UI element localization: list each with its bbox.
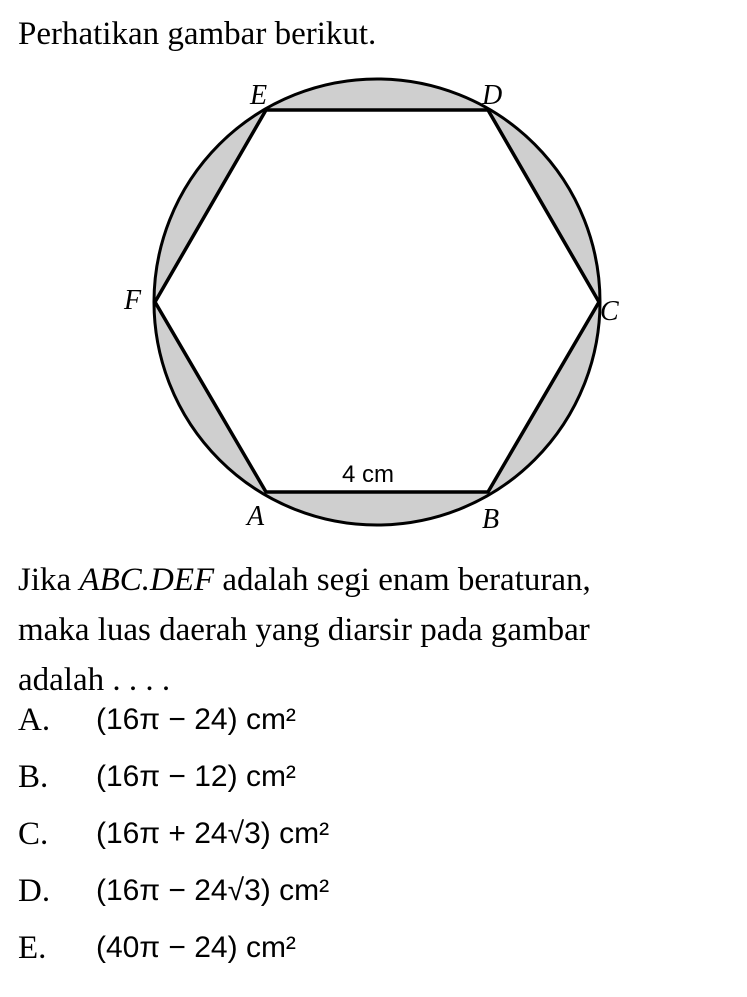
choice-letter: D. <box>18 873 51 909</box>
word: daerah <box>159 612 248 648</box>
word: adalah <box>222 562 309 598</box>
choice-e[interactable] <box>18 928 734 985</box>
choice-letter: E. <box>18 930 47 966</box>
side-length-label: 4 cm <box>342 461 395 488</box>
choice-a[interactable] <box>18 700 734 757</box>
word: yang <box>255 612 320 648</box>
answer-choices <box>18 700 734 985</box>
word: maka <box>18 612 90 648</box>
vertex-label-c: C <box>600 296 619 327</box>
vertex-label-e: E <box>250 80 268 111</box>
word: pada <box>420 612 483 648</box>
shape-name: ABC.DEF <box>79 562 215 598</box>
vertex-label-d: D <box>482 80 503 111</box>
word: enam <box>378 562 450 598</box>
choice-b[interactable] <box>18 757 734 814</box>
word: segi <box>316 562 370 598</box>
choice-expression: (16π − 12) cm² <box>96 760 296 793</box>
intro-text: Perhatikan gambar berikut. <box>18 16 377 52</box>
word: gambar <box>490 612 590 648</box>
question-line-3: adalah . . . . <box>18 662 171 698</box>
word: diarsir <box>327 612 413 648</box>
choice-d[interactable] <box>18 871 734 928</box>
vertex-label-a: A <box>247 501 265 532</box>
question-line-2 <box>18 605 734 655</box>
word: luas <box>97 612 151 648</box>
choice-expression: (16π − 24) cm² <box>96 703 296 736</box>
vertex-label-f: F <box>124 285 142 316</box>
choice-letter: A. <box>18 702 51 738</box>
choice-c[interactable] <box>18 814 734 871</box>
vertex-label-b: B <box>482 504 500 535</box>
choice-letter: C. <box>18 816 49 852</box>
question-line-1 <box>18 555 734 605</box>
choice-expression: (16π − 24√3) cm² <box>96 874 330 907</box>
choice-letter: B. <box>18 759 49 795</box>
word: Jika <box>18 562 72 598</box>
word: beraturan, <box>457 562 591 598</box>
choice-expression: (16π + 24√3) cm² <box>96 817 330 850</box>
choice-expression: (40π − 24) cm² <box>96 931 296 964</box>
question-text <box>18 555 734 705</box>
